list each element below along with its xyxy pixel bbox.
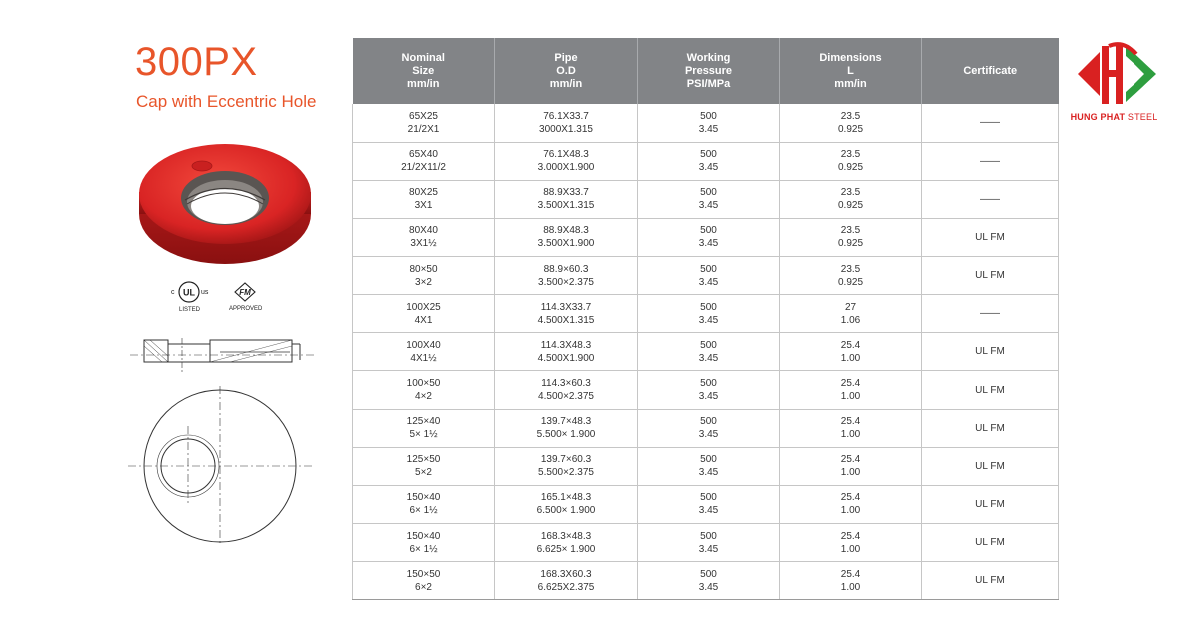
cell-pipe-od: 76.1X33.7 3000X1.315 (495, 104, 638, 142)
table-row (353, 447, 1059, 485)
product-model-title: 300PX (135, 40, 258, 84)
cell-certificate: UL FM (922, 562, 1059, 600)
product-subtitle: Cap with Eccentric Hole (136, 92, 317, 111)
cell-certificate: UL FM (922, 218, 1059, 256)
cell-nominal-size: 125×40 5× 1½ (353, 409, 495, 447)
cell-pipe-od: 165.1×48.3 6.500× 1.900 (495, 485, 638, 523)
table-row (353, 485, 1059, 523)
ul-listed-icon (171, 282, 209, 313)
cell-nominal-size: 80X40 3X1½ (353, 218, 495, 256)
hung-phat-logo-icon (1064, 34, 1164, 124)
cell-dimensions: 27 1.06 (780, 295, 922, 333)
cell-certificate: UL FM (922, 409, 1059, 447)
cell-pipe-od: 88.9X48.3 3.500X1.900 (495, 218, 638, 256)
brand-name (1064, 112, 1164, 122)
cell-nominal-size: 150×40 6× 1½ (353, 524, 495, 562)
cell-certificate: UL FM (922, 257, 1059, 295)
cell-dimensions: 25.4 1.00 (780, 562, 922, 600)
cell-working-pressure: 500 3.45 (638, 333, 780, 371)
table-row (353, 142, 1059, 180)
specification-table (352, 38, 1059, 600)
cell-pipe-od: 88.9×60.3 3.500×2.375 (495, 257, 638, 295)
table-header (353, 38, 1059, 104)
cell-working-pressure: 500 3.45 (638, 295, 780, 333)
cell-working-pressure: 500 3.45 (638, 257, 780, 295)
table-row (353, 218, 1059, 256)
cell-nominal-size: 150×50 6×2 (353, 562, 495, 600)
cell-dimensions: 23.5 0.925 (780, 142, 922, 180)
fm-approved-icon (229, 283, 263, 312)
cell-working-pressure: 500 3.45 (638, 447, 780, 485)
cell-certificate: —— (922, 295, 1059, 333)
header-pipe-od: Pipe O.D mm/in (495, 38, 638, 104)
cell-pipe-od: 114.3X33.7 4.500X1.315 (495, 295, 638, 333)
table-body (353, 104, 1059, 600)
cell-certificate: UL FM (922, 447, 1059, 485)
certification-logos (165, 278, 275, 318)
cell-nominal-size: 100X40 4X1½ (353, 333, 495, 371)
cell-dimensions: 25.4 1.00 (780, 333, 922, 371)
header-nominal-size: Nominal Size mm/in (353, 38, 495, 104)
cell-pipe-od: 88.9X33.7 3.500X1.315 (495, 180, 638, 218)
cell-dimensions: 25.4 1.00 (780, 371, 922, 409)
cell-nominal-size: 100×50 4×2 (353, 371, 495, 409)
brand-name-steel: STEEL (1127, 112, 1158, 122)
table-row (353, 104, 1059, 142)
table-row (353, 180, 1059, 218)
cell-working-pressure: 500 3.45 (638, 180, 780, 218)
cell-nominal-size: 65X25 21/2X1 (353, 104, 495, 142)
cell-dimensions: 23.5 0.925 (780, 104, 922, 142)
cell-nominal-size: 100X25 4X1 (353, 295, 495, 333)
cell-dimensions: 25.4 1.00 (780, 524, 922, 562)
ul-mark: UL (183, 287, 195, 298)
cell-dimensions: 25.4 1.00 (780, 409, 922, 447)
cell-certificate: —— (922, 180, 1059, 218)
cell-certificate: UL FM (922, 333, 1059, 371)
cell-dimensions: 25.4 1.00 (780, 447, 922, 485)
cell-pipe-od: 114.3X48.3 4.500X1.900 (495, 333, 638, 371)
ul-prefix: c (171, 289, 175, 296)
cell-nominal-size: 80×50 3×2 (353, 257, 495, 295)
product-image (130, 122, 320, 272)
cell-certificate: UL FM (922, 371, 1059, 409)
cell-nominal-size: 65X40 21/2X11/2 (353, 142, 495, 180)
table-row (353, 333, 1059, 371)
cell-certificate: UL FM (922, 485, 1059, 523)
header-dimensions: Dimensions L mm/in (780, 38, 922, 104)
table-row (353, 295, 1059, 333)
cell-nominal-size: 150×40 6× 1½ (353, 485, 495, 523)
top-view-drawing (128, 386, 318, 546)
table-row (353, 409, 1059, 447)
table-row (353, 524, 1059, 562)
fm-mark: FM (239, 288, 251, 297)
cell-working-pressure: 500 3.45 (638, 485, 780, 523)
ul-suffix: us (201, 289, 209, 296)
cell-dimensions: 25.4 1.00 (780, 485, 922, 523)
cell-working-pressure: 500 3.45 (638, 104, 780, 142)
cell-working-pressure: 500 3.45 (638, 218, 780, 256)
cell-pipe-od: 168.3X60.3 6.625X2.375 (495, 562, 638, 600)
cell-pipe-od: 139.7×48.3 5.500× 1.900 (495, 409, 638, 447)
cell-pipe-od: 168.3×48.3 6.625× 1.900 (495, 524, 638, 562)
table-row (353, 257, 1059, 295)
header-working-pressure: Working Pressure PSI/MPa (638, 38, 780, 104)
table-row (353, 371, 1059, 409)
header-certificate: Certificate (922, 38, 1059, 104)
cell-dimensions: 23.5 0.925 (780, 218, 922, 256)
table-row (353, 562, 1059, 600)
cell-working-pressure: 500 3.45 (638, 409, 780, 447)
cell-pipe-od: 114.3×60.3 4.500×2.375 (495, 371, 638, 409)
cell-working-pressure: 500 3.45 (638, 562, 780, 600)
ul-caption: LISTED (179, 307, 201, 313)
cell-pipe-od: 139.7×60.3 5.500×2.375 (495, 447, 638, 485)
cell-dimensions: 23.5 0.925 (780, 180, 922, 218)
cell-certificate: —— (922, 104, 1059, 142)
cell-nominal-size: 125×50 5×2 (353, 447, 495, 485)
fm-caption: APPROVED (229, 306, 263, 312)
cell-nominal-size: 80X25 3X1 (353, 180, 495, 218)
cell-working-pressure: 500 3.45 (638, 371, 780, 409)
cell-dimensions: 23.5 0.925 (780, 257, 922, 295)
cell-certificate: UL FM (922, 524, 1059, 562)
cell-pipe-od: 76.1X48.3 3.000X1.900 (495, 142, 638, 180)
cell-certificate: —— (922, 142, 1059, 180)
cell-working-pressure: 500 3.45 (638, 524, 780, 562)
section-view-drawing (130, 330, 320, 380)
cell-working-pressure: 500 3.45 (638, 142, 780, 180)
brand-name-main: HUNG PHAT (1070, 112, 1126, 122)
